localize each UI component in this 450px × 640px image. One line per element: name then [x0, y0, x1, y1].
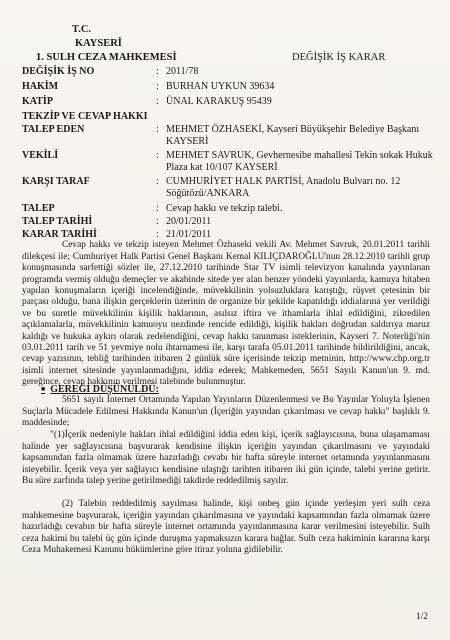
- party-value: : 21/01/2011: [166, 229, 442, 241]
- decision-type: DEĞİŞİK İŞ KARAR: [292, 52, 386, 63]
- section-title: TEKZİP VE CEVAP HAKKI: [22, 111, 148, 122]
- party-label: TALEP EDEN: [22, 124, 85, 135]
- party-label: KARAR TARİHİ: [22, 229, 97, 240]
- country-heading: T.C.: [72, 24, 92, 35]
- page-number: 1/2: [415, 612, 428, 622]
- field-value: : BURHAN UYKUN 39634: [166, 81, 442, 93]
- party-value: : MEHMET SAVRUK, Gevhernesibe mahallesi Tekin sokak Hukuk Plaza kat 10/107 KAYSERİ: [166, 150, 442, 173]
- court-name: 1. SULH CEZA MAHKEMESİ: [36, 52, 177, 63]
- party-value: : 20/01/2011: [166, 216, 442, 228]
- field-label: KATİP: [22, 96, 53, 107]
- reasons-heading: ■ GEREĞİ DÜŞÜNÜLDÜ:: [46, 384, 159, 395]
- intro-paragraph: Cevap hakkı ve tekzip isteyen Mehmet Özhaseki vekili Av. Mehmet Savruk, 20.01.2011 tarihli dilekçesi ile; Cumhuriyet Halk Partisi Genel Başkanı Kemal KILIÇDAROĞLU'nun 28.12.2010 tarihli grup konuşmasında sarfettiği sözler ile, 27.12.2010 tarihinde Star TV isimli televizyon kanalında yayınlanan programda vermiş olduğu demeçler ve akabinde sitede yer alan benzer yöndeki yayınlarda, kamuya hitaben yapılan konuşmaların içeriği incelendiğinde, müvekkilinin yolsuzluklara karıştığı, rüşvet çetesinin bir parçası olduğu, bana ilişkin gerçeklerin üzerinin de organize bir şekilde kapatıldığı iddialarına yer verildiği ve bu suretle müvekkilinin kişilik haklarının, asılsız iftira ve ithamlarla ihlal edildiğini, zikredilen açıklamalarla, müvekkilinin kamuoyu nezdinde rencide edildiği, kişilik hakları doğrudan saldırıya maruz kaldığı ve hukuka aykırı olarak zedelendiğini, cevap hakkı tanınması isteklerinin, Kayseri 7. Noterliği'nin 03.01.2011 tarih ve 51 yevmiye nolu ihtarnamesi ile, karşı tarafa 05.01.2011 tarihinde bildirildiğini, ancak, cevap yazısının, tebliğ tarihinden itibaren 2 günlük süre içerisinde tekzip metninin, http://www.chp.org.tr isimli internet sitesinde yayınlanmadığını, iddia ederek; Mahkemeden, 5651 Sayılı Kanun'un 9. md. gereğince, cevap hakkının verilmesi talebinde bulunmuştur.: [22, 240, 430, 388]
- field-label: HAKİM: [22, 81, 59, 92]
- field-label: DEĞİŞİK İŞ NO: [22, 66, 95, 77]
- party-label: TALEP TARİHİ: [22, 216, 93, 227]
- field-value: : ÜNAL KARAKUŞ 95439: [166, 96, 442, 108]
- party-label: TALEP: [22, 203, 55, 214]
- party-value: : MEHMET ÖZHASEKİ, Kayseri Büyükşehir Belediye Başkanı KAYSERİ: [166, 124, 442, 147]
- field-value: : 2011/78: [166, 66, 442, 78]
- article-clause-1: "(1)İçerik nedeniyle hakları ihlal edildiğini iddia eden kişi, içerik sağlayıcısına, buna ulaşamaması halinde yer sağlayıcısına başvurarak kendisine ilişkin içeriğin yayından çıkarılmasını ve yayındaki kapsamından fazla olmamak üzere hazırladığı cevabı bir hafta süreyle internet ortamında yayınlanmasını isteyebilir. İçerik veya yer sağlayıcı kendisine ulaştığı tarihten itibaren iki gün içinde, talebi yerine getirir. Bu süre zarfında talep yerine getirilmediği takdirde reddedilmiş sayılır.: [22, 430, 430, 487]
- party-label: KARŞI TARAF: [22, 176, 90, 187]
- party-value: : Cevap hakkı ve tekzip talebi.: [166, 203, 442, 215]
- city-heading: KAYSERİ: [75, 38, 122, 49]
- article-clause-2: (2) Talebin reddedilmiş sayılması halinde, kişi onbeş gün içinde yerleşim yeri sulh ceza mahkemesine başvurarak, içeriğin yayından çıkarılmasına ve yayındaki kapsamından fazla olmamak üzere hazırladığı cevabın bir hafta süreyle internet ortamında yayınlanmasına karar verilmesini isteyebilir. Sulh ceza hakimi bu talebi üç gün içinde duruşma yapmaksızın karara bağlar. Sulh ceza hakiminin kararına karşı Ceza Muhakemesi Kanunu hükümlerine göre itiraz yoluna gidilebilir.: [22, 499, 430, 556]
- party-label: VEKİLİ: [22, 150, 59, 161]
- law-reference-paragraph: 5651 sayılı İnternet Ortamında Yapılan Yayınların Düzenlenmesi ve Bu Yayınlar Yoluyla İşlenen Suçlarla Mücadele Edilmesi Hakkında Kanun'un (İçeriğin yayından çıkarılması ve cevap hakkı" başlıklı 9. maddesinde;: [22, 395, 430, 429]
- party-value: : CUMHURİYET HALK PARTİSİ, Anadolu Bulvarı no. 12 Söğütözü/ANKARA: [166, 176, 442, 199]
